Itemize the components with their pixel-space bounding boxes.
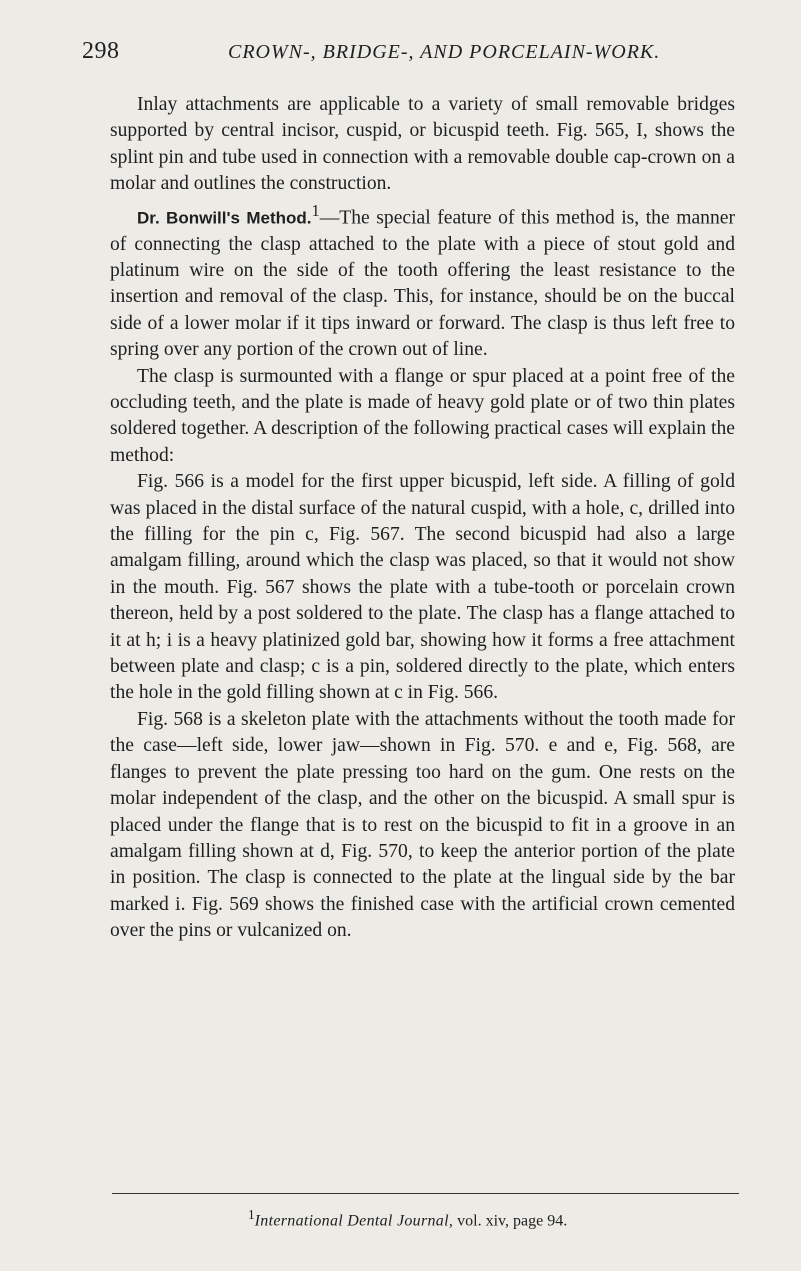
footnote-marker: 1 <box>248 1207 255 1222</box>
running-head: CROWN-, BRIDGE-, AND PORCELAIN-WORK. <box>228 41 661 63</box>
paragraph <box>110 364 735 470</box>
page-header <box>82 38 722 68</box>
paragraph-text: Fig. 566 is a model for the first upper bicuspid, left side. A filling of gold was placed in the distal surface of the natural cuspid, with a hole, c, drilled into the filling for the pin c, Fig. 567. The second bicuspid had also a large amalgam filling, around which the clasp was placed, so that it would not show in the mouth. Fig. 567 shows the plate with a tube-tooth or porcelain crown thereon, held by a post soldered to the plate. The clasp has a flange attached to it at h; i is a heavy platinized gold bar, showing how it forms a free attachment between plate and clasp; c is a pin, soldered directly to the plate, which enters the hole in the gold filling shown at c in Fig. 566. <box>110 471 735 704</box>
paragraph-text: Inlay attachments are applicable to a variety of small removable bridges supported by central incisor, cuspid, or bicuspid teeth. Fig. 565, I, shows the splint pin and tube used in connection with a removable double cap-crown on a molar and outlines the construction. <box>110 94 735 195</box>
body-text <box>110 92 735 945</box>
paragraph-text: —The special feature of this method is, the manner of connecting the clasp attached to the plate with a piece of stout gold and platinum wire on the side of the tooth offering the least resistance to the insertion and removal of the clasp. This, for instance, should be on the buccal side of a lower molar if it tips inward or forward. The clasp is thus left free to spring over any portion of the crown out of line. <box>110 207 735 361</box>
paragraph <box>110 198 735 364</box>
paragraph <box>110 469 735 707</box>
paragraph-text: The clasp is surmounted with a flange or spur placed at a point free of the occluding teeth, and the plate is made of heavy gold plate or of two thin plates soldered together. A description of the following practical cases will explain the method: <box>110 365 735 466</box>
paragraph <box>110 707 735 945</box>
page-number: 298 <box>82 38 120 64</box>
footnote <box>248 1207 567 1230</box>
paragraph-text: Fig. 568 is a skeleton plate with the attachments without the tooth made for the case—left side, lower jaw—shown in Fig. 570. e and e, Fig. 568, are flanges to prevent the plate pressing too hard on the gum. One rests on the molar independent of the clasp, and the other on the bicuspid. A small spur is placed under the flange that is to rest on the bicuspid to fit in a groove in an amalgam filling shown at d, Fig. 570, to keep the anterior portion of the plate in position. The clasp is connected to the plate at the lingual side by the bar marked i. Fig. 569 shows the finished case with the artificial crown cemented over the pins or vulcanized on. <box>110 708 735 942</box>
footnote-details: vol. xiv, page 94. <box>457 1212 568 1230</box>
footnote-source: International Dental Journal, <box>254 1212 454 1230</box>
footnote-reference: 1 <box>311 200 320 220</box>
paragraph <box>110 92 735 198</box>
section-lead: Dr. Bonwill's Method. <box>137 208 312 228</box>
footnote-divider <box>112 1193 739 1194</box>
